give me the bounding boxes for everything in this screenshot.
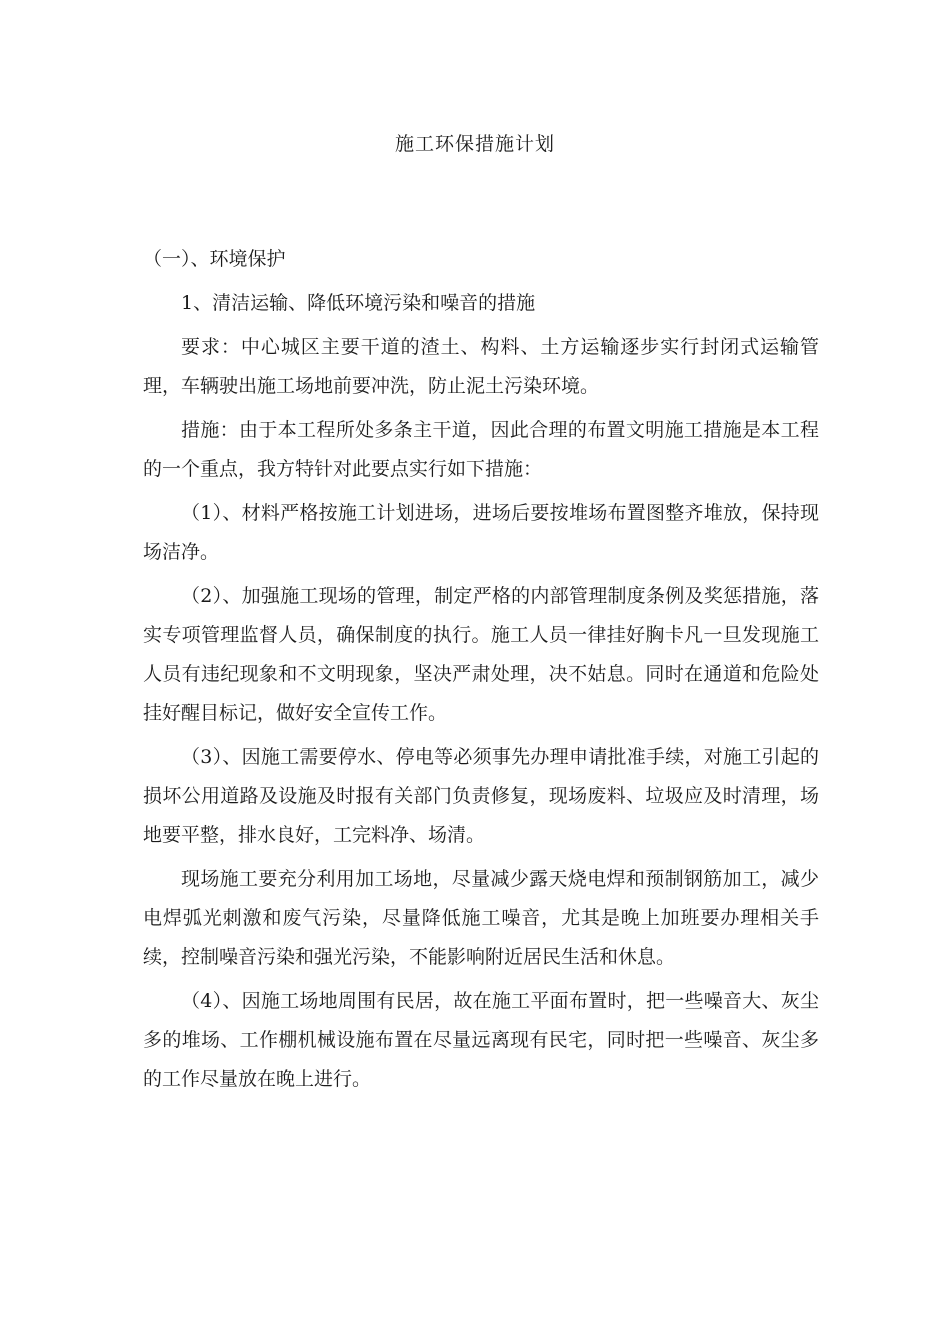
paragraph-item-4: （4）、因施工场地周围有民居，故在施工平面布置时，把一些噪音大、灰尘多的堆场、工作棚机械设施布置在尽量远离现有民宅，同时把一些噪音、灰尘多的工作尽量放在晚上进行。 bbox=[143, 990, 819, 1090]
document-title: 施工环保措施计划 bbox=[394, 133, 555, 155]
paragraph-site-construction: 现场施工要充分利用加工场地，尽量减少露天烧电焊和预制钢筋加工，减少电焊弧光刺激和废气污染，尽量降低施工噪音，尤其是晚上加班要办理相关手续，控制噪音污染和强光污染，不能影响附近居民生活和休息。 bbox=[143, 868, 819, 968]
section-heading: （一）、环境保护 bbox=[143, 248, 286, 270]
paragraph-item-1: （1）、材料严格按施工计划进场，进场后要按堆场布置图整齐堆放，保持现场洁净。 bbox=[143, 502, 819, 563]
paragraph-measures: 措施：由于本工程所处多条主干道，因此合理的布置文明施工措施是本工程的一个重点，我方特针对此要点实行如下措施： bbox=[143, 419, 819, 480]
document-body bbox=[143, 240, 819, 1104]
paragraph-item-3: （3）、因施工需要停水、停电等必须事先办理申请批准手续，对施工引起的损坏公用道路及设施及时报有关部门负责修复，现场废料、垃圾应及时清理，场地要平整，排水良好，工完料净、场清。 bbox=[143, 746, 819, 846]
paragraph-requirement: 要求：中心城区主要干道的渣土、构料、土方运输逐步实行封闭式运输管理，车辆驶出施工场地前要冲洗，防止泥土污染环境。 bbox=[143, 336, 819, 397]
subsection-heading: 1、清洁运输、降低环境污染和噪音的措施 bbox=[181, 292, 536, 314]
paragraph-item-2: （2）、加强施工现场的管理，制定严格的内部管理制度条例及奖惩措施，落实专项管理监督人员，确保制度的执行。施工人员一律挂好胸卡凡一旦发现施工人员有违纪现象和不文明现象，坚决严肃处理，决不姑息。同时在通道和危险处挂好醒目标记，做好安全宣传工作。 bbox=[143, 585, 819, 724]
